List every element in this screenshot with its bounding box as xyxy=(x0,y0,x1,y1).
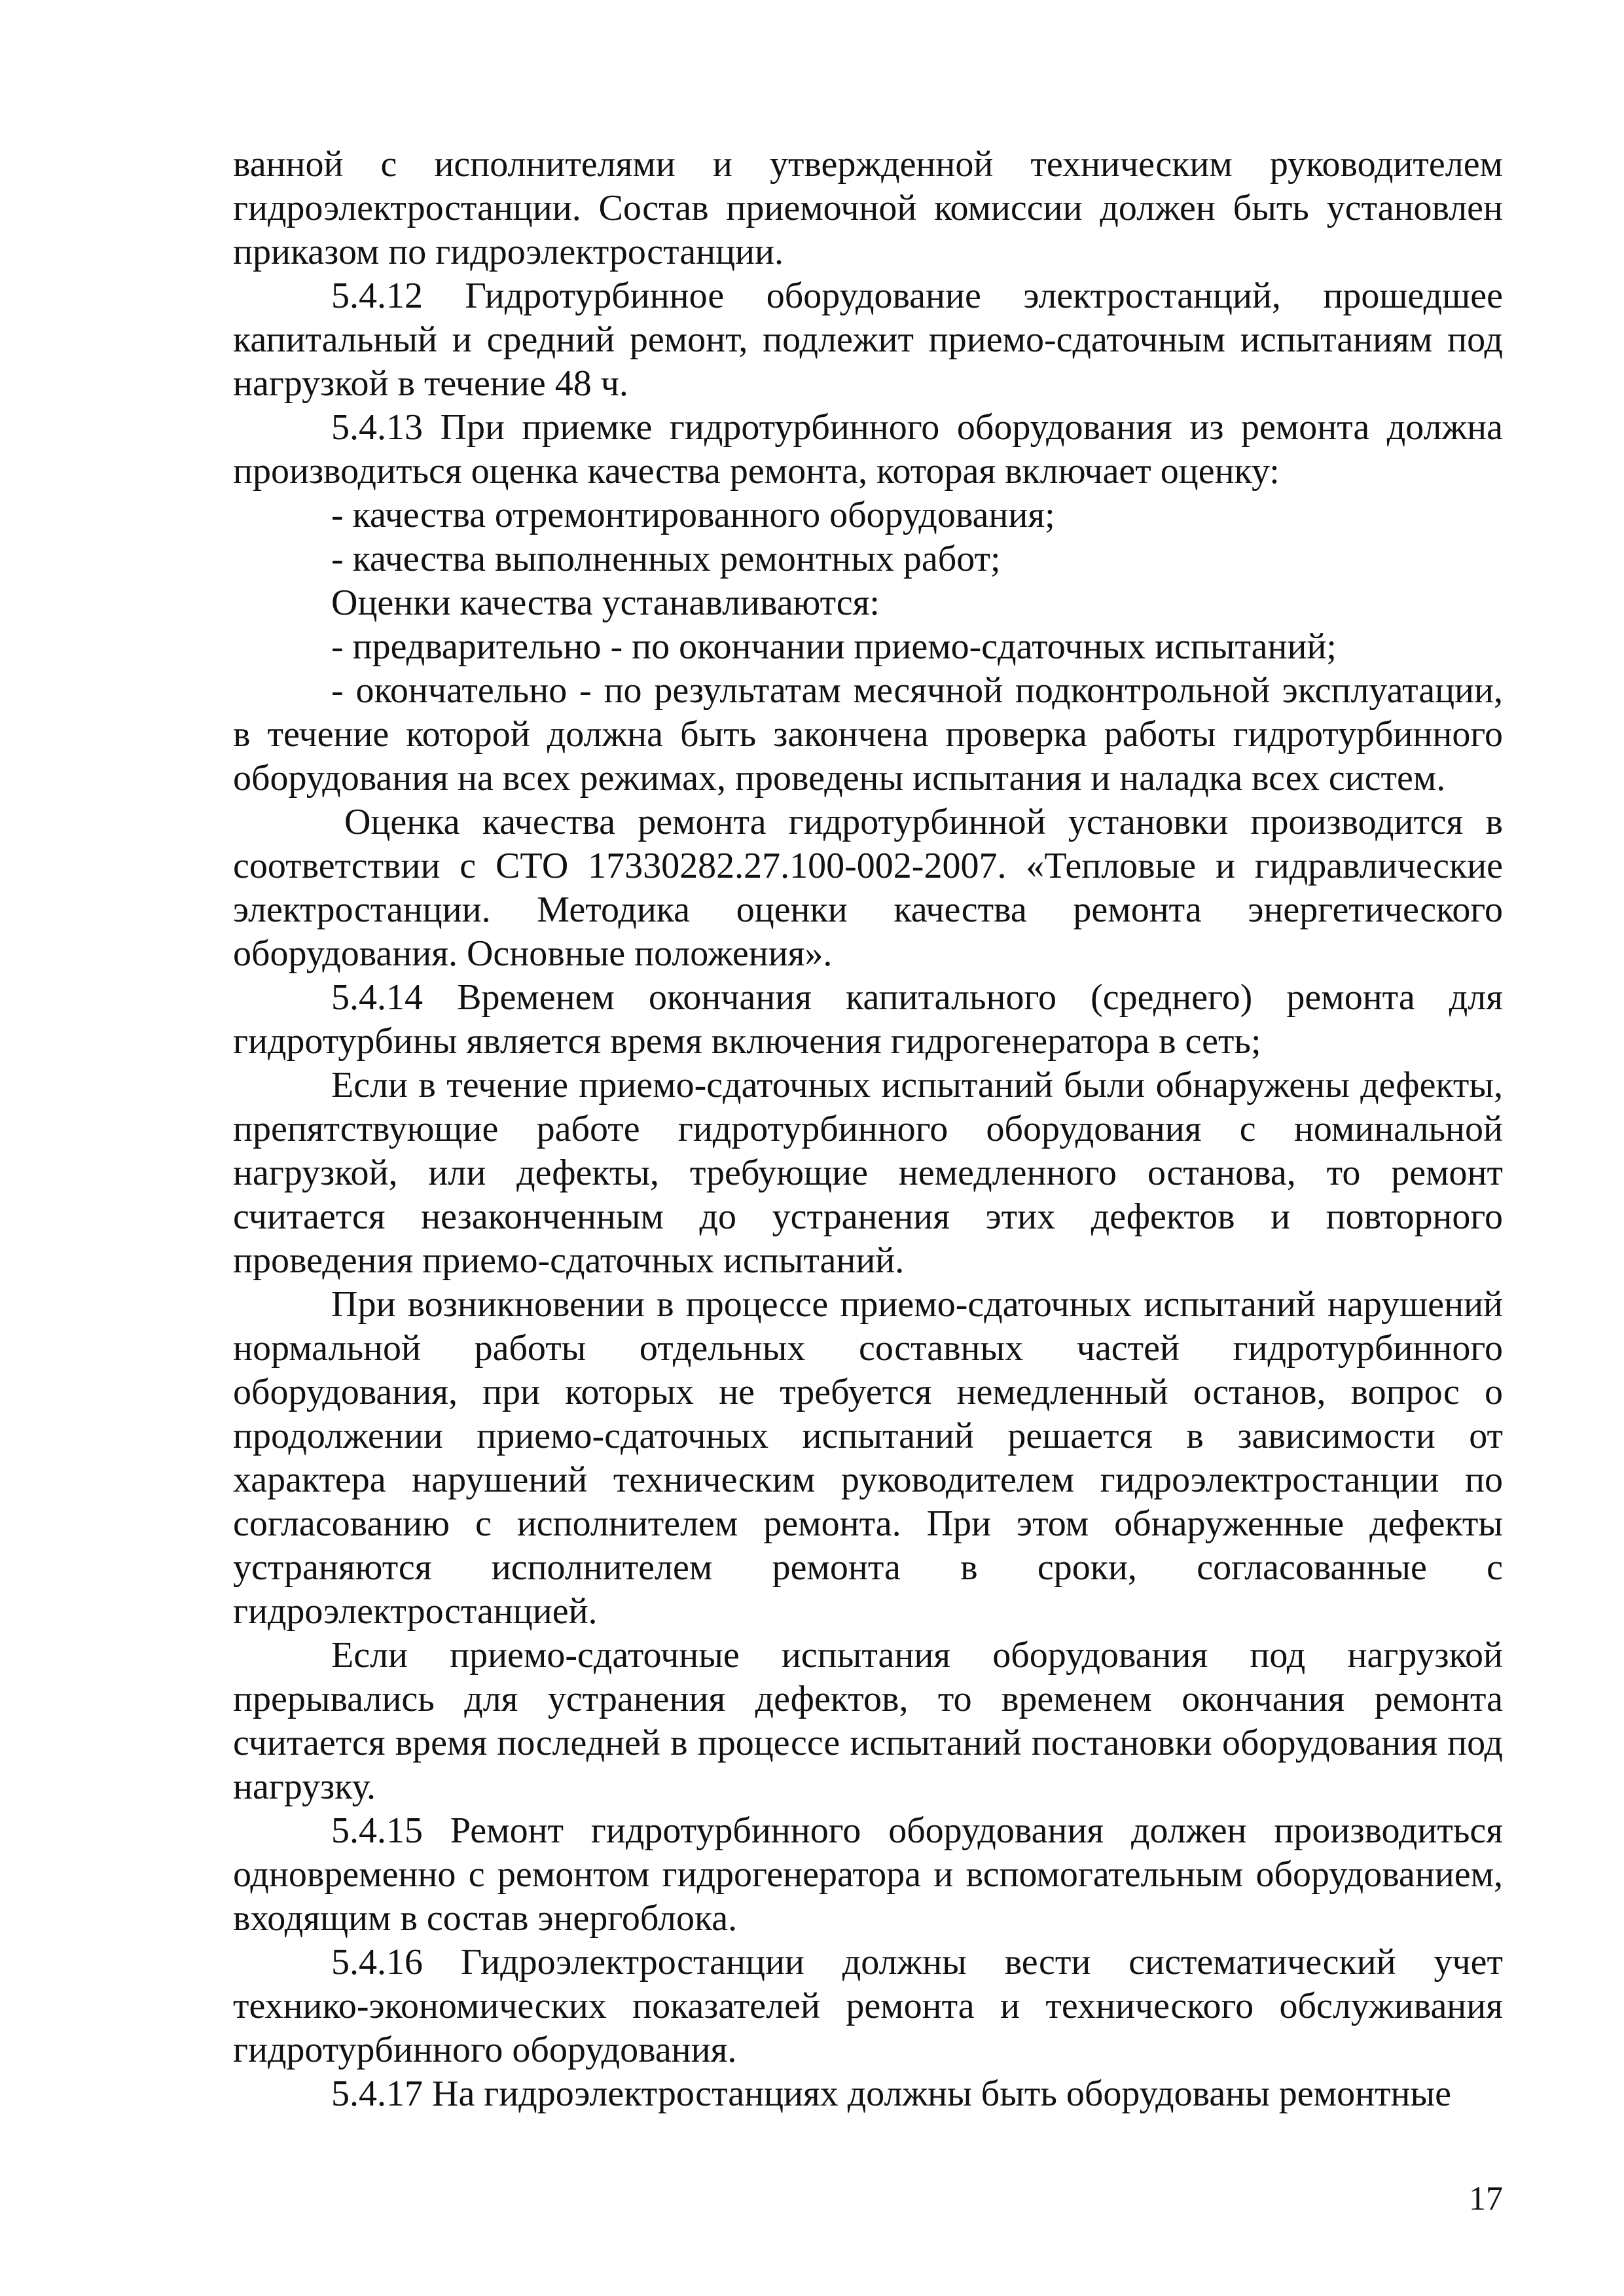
paragraph-5-4-16: 5.4.16 Гидроэлектростанции должны вести систематический учет технико-экономических показателей ремонта и технического обслуживания гидротурбинного оборудования. xyxy=(233,1942,1503,2070)
paragraph-5-4-14: 5.4.14 Временем окончания капитального (среднего) ремонта для гидротурбины является время включения гидрогенератора в сеть; xyxy=(233,977,1503,1062)
paragraph-violations: При возникновении в процессе приемо-сдаточных испытаний нарушений нормальной работы отдельных составных частей гидротурбинного оборудования, при которых не требуется немедленный останов, вопрос о продолжении приемо-сдаточных испытаний решается в зависимости от характера нарушений техническим руководителем гидроэлектростанции по согласованию с исполнителем ремонта. При этом обнаруженные дефекты устраняются исполнителем ремонта в сроки, согласованные с гидроэлектростанцией. xyxy=(233,1284,1503,1632)
paragraph-5-4-13: 5.4.13 При приемке гидротурбинного оборудования из ремонта должна производиться оценка качества ремонта, которая включает оценку: xyxy=(233,407,1503,492)
paragraph-defects-found: Если в течение приемо-сдаточных испытаний были обнаружены дефекты, препятствующие работе гидротурбинного оборудования с номинальной нагрузкой, или дефекты, требующие немедленного останова, то ремонт считается незаконченным до устранения этих дефектов и повторного проведения приемо-сдаточных испытаний. xyxy=(233,1065,1503,1281)
list-item-quality-equipment: - качества отремонтированного оборудования; xyxy=(331,495,1055,535)
paragraph-5-4-12: 5.4.12 Гидротурбинное оборудование электростанций, прошедшее капитальный и средний ремонт, подлежит приемо-сдаточным испытаниям под нагрузкой в течение 48 ч. xyxy=(233,276,1503,404)
body-text xyxy=(233,143,1503,2116)
list-item-preliminary: - предварительно - по окончании приемо-сдаточных испытаний; xyxy=(331,626,1337,667)
paragraph-continuation: ванной с исполнителями и утвержденной техническим руководителем гидроэлектростанции. Состав приемочной комиссии должен быть установлен приказом по гидроэлектростанции. xyxy=(233,144,1503,272)
paragraph-5-4-17: 5.4.17 На гидроэлектростанциях должны быть оборудованы ремонтные xyxy=(331,2073,1451,2114)
paragraph-quality-assessments: Оценки качества устанавливаются: xyxy=(331,583,880,623)
paragraph-sto-reference: Оценка качества ремонта гидротурбинной установки производится в соответствии с СТО 17330282.27.100-002-2007. «Тепловые и гидравлические электростанции. Методика оценки качества ремонта энергетического оборудования. Основные положения». xyxy=(233,802,1503,974)
list-item-final: - окончательно - по результатам месячной подконтрольной эксплуатации, в течение которой должна быть закончена проверка работы гидротурбинного оборудования на всех режимах, проведены испытания и наладка всех систем. xyxy=(233,670,1503,798)
list-item-quality-works: - качества выполненных ремонтных работ; xyxy=(331,539,1001,579)
page-number: 17 xyxy=(1469,2180,1503,2217)
paragraph-5-4-15: 5.4.15 Ремонт гидротурбинного оборудования должен производиться одновременно с ремонтом гидрогенератора и вспомогательным оборудованием, входящим в состав энергоблока. xyxy=(233,1810,1503,1939)
paragraph-tests-interrupted: Если приемо-сдаточные испытания оборудования под нагрузкой прерывались для устранения дефектов, то временем окончания ремонта считается время последней в процессе испытаний постановки оборудования под нагрузку. xyxy=(233,1635,1503,1807)
